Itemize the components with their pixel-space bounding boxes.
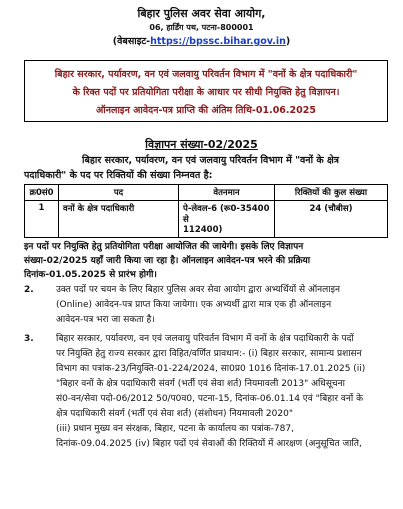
item-line: दिनांक-09.04.2025 (iv) बिहार पदों एवं सेवाओं की रिक्तियों में आरक्षण (अनुसूचित जाति, [56,439,362,449]
vacancy-table [24,184,388,238]
item-line: बिहार सरकार, पर्यावरण, वन एवं जलवायु परिवर्तन विभाग में वनों के क्षेत्र पदाधिकारी के पदों [56,334,354,344]
table-row [25,201,388,238]
organization-address: 06, हार्डिंग पथ, पटना-800001 [149,23,254,32]
advertisement-number: विज्ञापन संख्या-02/2025 [145,138,258,151]
website-link[interactable]: https://bpssc.bihar.gov.in [150,36,286,47]
notice-box-line-3: ऑनलाइन आवेदन-पत्र प्राप्ति की अंतिम तिथि-01.06.2025 [96,105,316,116]
notice-box-line-1: बिहार सरकार, पर्यावरण, वन एवं जलवायु परिवर्तन विभाग में "वनों के क्षेत्र पदाधिकारी" [54,69,358,80]
website-line [0,34,403,47]
cell-post: वनों के क्षेत्र पदाधिकारी [59,201,179,238]
item-line: सं0-वन/सेवा पदो-06/2012 50/प0व0, पटना-15, दिनांक-06.01.14 एवं "बिहार वनों के [56,394,363,404]
exam-paragraph-line-2: संख्या-02/2025 यहाँ जारी किया जा रहा है। ऑनलाइन आवेदन-पत्र भरने की प्रक्रिया [24,256,311,266]
item-line: उक्त पदों पर चयन के लिए बिहार पुलिस अवर सेवा आयोग द्वारा अभ्यर्थियों से ऑनलाइन [56,285,341,295]
notice-box-line-2: के रिक्त पदों पर प्रतियोगिता परीक्षा के आधार पर सीधी नियुक्ति हेतु विज्ञापन। [72,87,340,98]
vacancy-table-header [25,185,388,201]
item-line: क्षेत्र पदाधिकारी संवर्ग (भर्ती एवं सेवा शर्त) (संशोधन) नियमावली 2020" [56,409,293,419]
exam-paragraph-line-3: दिनांक-01.05.2025 से प्रारंभ होगी। [24,270,157,280]
item-number: 3. [24,334,34,344]
intro-line-2: पदाधिकारी" के पद पर रिक्तियों की संख्या निम्नवत है: [24,170,213,181]
item-line: पर नियुक्ति हेतु राज्य सरकार द्वारा विहित/वर्णित प्रावधान:- (i) बिहार सरकार, सामान्य प्रशासन [56,349,362,359]
cell-pay-scale [179,201,275,238]
pay-scale-line-2: 112400) [183,225,223,235]
cell-vacancy-count: 24 (चौबीस) [275,201,388,238]
item-line: (Online) आवेदन-पत्र प्राप्त किया जायेगा। एक अभ्यर्थी द्वारा मात्र एक ही ऑनलाइन [56,300,332,310]
item-line: आवेदन-पत्र भरा जा सकता है। [56,315,155,325]
exam-paragraph-line-1: इन पदों पर नियुक्ति हेतु प्रतियोगिता परीक्षा आयोजित की जायेगी। इसके लिए विज्ञापन [24,242,304,252]
website-prefix: (वेबसाइट- [112,36,151,47]
website-suffix: ) [285,36,291,47]
intro-line-1: बिहार सरकार, पर्यावरण, वन एवं जलवायु परिवर्तन विभाग में "वनों के क्षेत्र [82,155,339,166]
header-vacancy-count: रिक्तियों की कुल संख्या [275,185,388,201]
pay-scale-line-1: पे-लेवल-6 (रू0-35400 से [183,204,270,225]
header-pay-scale: वेतनमान [179,185,275,201]
header-serial: क्र0सं0 [25,185,59,201]
exam-paragraph [24,240,388,282]
item-body [56,332,388,452]
item-line: विभाग का पत्रांक-23/नियुक्ति-01-224/2024, सा0प्र0 1016 दिनांक-17.01.2025 (ii) [56,364,366,374]
cell-serial: 1 [25,201,59,238]
item-line: "बिहार वनों के क्षेत्र पदाधिकारी संवर्ग (भर्ती एवं सेवा शर्त) नियमावली 2013" अधिसूचना [56,379,345,389]
organization-name: बिहार पुलिस अवर सेवा आयोग, [137,7,266,20]
header-post: पद [59,185,179,201]
item-body [56,283,388,328]
item-number: 2. [24,285,34,295]
notice-box [24,60,388,122]
item-line: (iii) प्रधान मुख्य वन संरक्षक, बिहार, पटना के कार्यालय का पत्रांक-787, [56,424,294,434]
